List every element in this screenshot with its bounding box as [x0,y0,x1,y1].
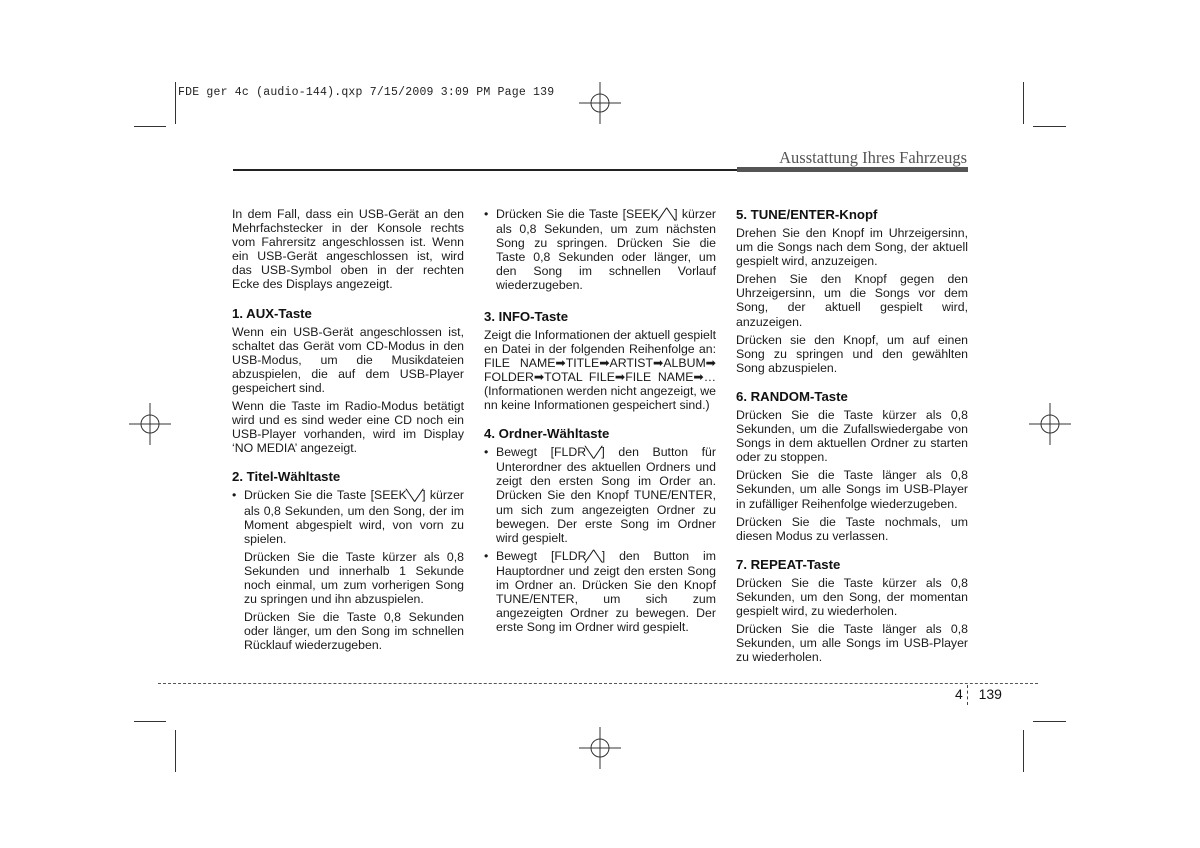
seek-up-bullet: • Drücken Sie die Taste [SEEK╱╲] kürzer als 0,8 Sekunden, um zum nächsten Song zu springen. Drücken Sie die Taste 0,8 Sekunden oder länger, um den Song im schnellen Vorlauf wiederzugeben. [484,207,716,293]
random-heading: 6. RANDOM-Taste [736,388,848,404]
aux-heading: 1. AUX-Taste [232,305,312,321]
repeat-paragraph-2: Drücken Sie die Taste länger als 0,8 Sekunden, um alle Songs im USB-Player zu wiederholen. [736,622,968,665]
tune-enter-heading: 5. TUNE/ENTER-Knopf [736,207,878,222]
registration-mark-bottom-icon [579,727,621,769]
title-bullet-1-para-3: Drücken Sie die Taste 0,8 Sekunden oder länger, um den Song im schnellen Rücklauf wiederzugeben. [244,610,464,653]
print-slug: FDE ger 4c (audio-144).qxp 7/15/2009 3:09 PM Page 139 [178,86,555,99]
header-accent-bar [737,167,968,172]
repeat-heading: 7. REPEAT-Taste [736,556,841,572]
page-number-value: 139 [978,686,1002,702]
aux-paragraph-2: Wenn die Taste im Radio-Modus betätigt wird und es sind weder eine CD noch ein USB-Player vorhanden, wird im Display ‘NO MEDIA’ angezeigt. [232,399,464,456]
title-bullet-1-para-2: Drücken Sie die Taste kürzer als 0,8 Sekunden und innerhalb 1 Sekunde noch einmal, um zum vorherigen Song zu springen und ihn abzuspielen. [244,549,464,607]
crop-mark-bottom-left-v [175,730,176,772]
seek-up-icon: ╱╲ [657,209,676,221]
folder-bullet-2: • Bewegt [FLDR╱╲] den Button im Hauptordner und zeigt den ersten Song im Ordner an. Drücken Sie den Knopf TUNE/ENTER, um sich zum angezeigten Ordner zu bewegen. Der erste Song im Ordner wird gespielt. [484,549,716,635]
footer-rule [158,683,1038,684]
random-paragraph-1: Drücken Sie die Taste kürzer als 0,8 Sekunden, um die Zufallswiedergabe von Songs in dem aktuellen Ordner zu starten oder zu stoppen. [736,407,968,465]
page-number [955,686,1002,702]
repeat-paragraph-1: Drücken Sie die Taste kürzer als 0,8 Sekunden, um den Song, der momentan gespielt wird, zu wiederholen. [736,575,968,618]
aux-paragraph-1: Wenn ein USB-Gerät angeschlossen ist, schaltet das Gerät vom CD-Modus in den USB-Modus, um die Musikdateien abzuspielen, die auf dem USB-Player gespeichert sind. [232,324,464,395]
column-1 [232,207,464,656]
chapter-number: 4 [955,686,963,702]
crop-mark-bottom-right-v [1023,730,1024,772]
registration-mark-left-icon [129,403,171,445]
title-select-heading: 2. Titel-Wähltaste [232,469,341,485]
column-3 [736,207,968,668]
crop-mark-top-right-h [1033,126,1066,127]
random-paragraph-3: Drücken Sie die Taste nochmals, um diesen Modus zu verlassen. [736,514,968,543]
random-paragraph-2: Drücken Sie die Taste länger als 0,8 Sekunden, um alle Songs im USB-Player in zufälliger Reihenfolge wiederzugeben. [736,468,968,511]
info-heading: 3. INFO-Taste [484,308,569,324]
folder-down-icon: ╲╱ [585,447,603,460]
folder-bullet-1: • Bewegt [FLDR╲╱] den Button für Unterordner des aktuellen Ordners und zeigt den ersten Song im Order an. Drücken Sie den Knopf TUNE/ENTER, um sich zum angezeigten Ordner zu bewegen. Der erste Song im Ordner wird gespielt. [484,445,716,545]
title-bullet-1: • Drücken Sie die Taste [SEEK╲╱] kürzer als 0,8 Sekunden, um den Song, der im Moment abgespielt wird, von vorn zu spielen. [232,488,464,545]
tune-paragraph-1: Drehen Sie den Knopf im Uhrzeigersinn, um die Songs nach dem Song, der aktuell gespielt wird, anzuzeigen. [736,226,968,269]
section-title: Ausstattung Ihres Fahrzeugs [779,148,967,167]
crop-mark-bottom-left-h [134,721,166,722]
crop-mark-bottom-right-h [1033,721,1066,722]
crop-mark-top-left-v [175,82,176,124]
folder-up-icon: ╱╲ [585,550,603,563]
column-2 [484,207,716,638]
registration-mark-right-icon [1029,403,1071,445]
info-paragraph: Zeigt die Informationen der aktuell gespielten Datei in der folgenden Reihenfolge an: FILE NAME➡TITLE➡ARTIST➡ALBUM➡FOLDER➡TOTAL FILE➡FILE NAME➡… (Informationen werden nicht angezeigt, wenn keine Informationen gespeichert sind.) [484,327,716,413]
registration-mark-top-icon [579,82,621,124]
intro-paragraph: In dem Fall, dass ein USB-Gerät an den Mehrfachstecker in der Konsole rechts vom Fahrersitz angeschlossen ist. Wenn ein USB-Gerät angeschlossen ist, wird das USB-Symbol oben in der rechten Ecke des Displays angezeigt. [232,207,464,292]
crop-mark-top-right-v [1023,82,1024,124]
tune-paragraph-2: Drehen Sie den Knopf gegen den Uhrzeigersinn, um die Songs vor dem Song, der aktuell gespielt wird, anzuzeigen. [736,272,968,329]
folder-heading: 4. Ordner-Wähltaste [484,426,610,442]
seek-down-icon: ╲╱ [405,490,424,503]
crop-mark-top-left-h [134,126,166,127]
tune-paragraph-3: Drücken sie den Knopf, um auf einen Song zu springen und den gewählten Song abzuspielen. [736,332,968,375]
